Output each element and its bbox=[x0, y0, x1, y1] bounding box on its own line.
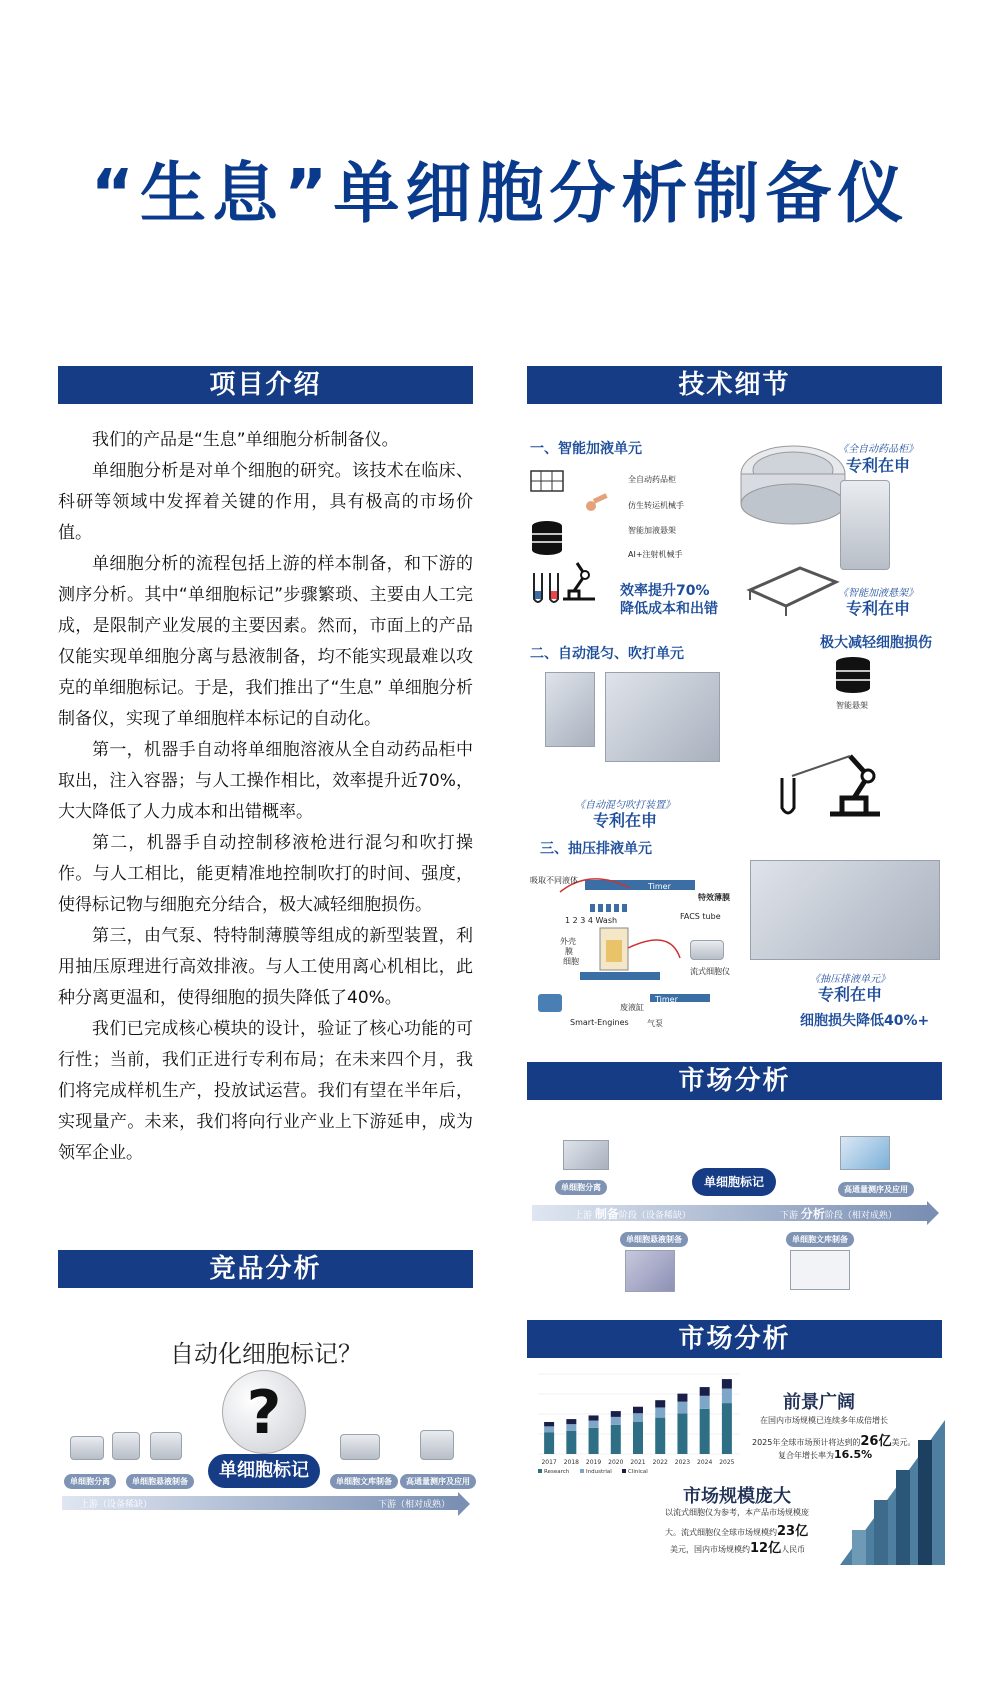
intro-paragraph: 第二，机器手自动控制移液枪进行混匀和吹打操作。与人工相比，能更精准地控制吹打的时间、强度，使得标记物与细胞充分结合，极大减轻细胞损伤。 bbox=[58, 833, 473, 915]
market2-text-line: 2025年全球市场预计将达到的26亿美元。 bbox=[752, 1434, 916, 1449]
bar-industrial-2024 bbox=[700, 1396, 710, 1409]
legend-swatch bbox=[538, 1469, 542, 1473]
patent2-label: 专利在申 bbox=[592, 811, 657, 830]
unit1-label: 全自动药品柜 bbox=[628, 475, 676, 484]
device-image bbox=[112, 1432, 140, 1460]
microscopy-image bbox=[625, 1250, 675, 1292]
bar-research-2017 bbox=[544, 1432, 554, 1454]
unit3-label: FACS tube bbox=[680, 912, 721, 921]
intro-paragraph: 我们已完成核心模块的设计，验证了核心功能的可行性；当前，我们正进行专利布局；在未来四个月，我们将完成样机生产，投放试运营。我们有望在半年后，实现量产。未来，我们将向行业产业上下游延申，成为领军企业。 bbox=[58, 1019, 473, 1163]
bar-industrial-2017 bbox=[544, 1426, 554, 1432]
bar-industrial-2020 bbox=[611, 1417, 621, 1425]
unit1-label: 仿生转运机械手 bbox=[628, 501, 684, 510]
bar-industrial-2018 bbox=[566, 1424, 576, 1431]
bar-research-2023 bbox=[677, 1413, 687, 1454]
unit2-label: 智能悬架 bbox=[836, 701, 868, 710]
patent1-subtitle: 《全自动药品柜》 bbox=[838, 444, 918, 455]
section-intro-header: 项目介绍 bbox=[58, 366, 473, 404]
patent1b-subtitle: 《智能加液悬架》 bbox=[838, 588, 918, 599]
unit3-label: 吸取不同液体 bbox=[530, 876, 578, 885]
device-image bbox=[70, 1436, 104, 1460]
bar-research-2019 bbox=[589, 1428, 599, 1454]
legend-label: Industrial bbox=[586, 1469, 612, 1475]
bar-industrial-2022 bbox=[655, 1407, 665, 1417]
x-tick-label: 2025 bbox=[719, 1459, 735, 1466]
patent3-label: 专利在申 bbox=[817, 985, 882, 1004]
bar-industrial-2021 bbox=[633, 1413, 643, 1422]
legend-label: Clinical bbox=[628, 1469, 648, 1475]
unit2-heading: 二、自动混匀、吹打单元 bbox=[530, 646, 684, 662]
x-tick-label: 2017 bbox=[541, 1459, 557, 1466]
x-tick-label: 2020 bbox=[608, 1459, 624, 1466]
bar-clinical-2019 bbox=[589, 1415, 599, 1420]
competitor-arrow-left: 上游（设备稀缺） bbox=[80, 1500, 153, 1510]
section-tech-header: 技术细节 bbox=[527, 366, 942, 404]
legend-swatch bbox=[622, 1469, 626, 1473]
competitor-pill: 单细胞分离 bbox=[64, 1474, 116, 1489]
bar-industrial-2023 bbox=[677, 1402, 687, 1414]
bar-clinical-2025 bbox=[722, 1379, 732, 1388]
device-image bbox=[420, 1430, 454, 1460]
bar-industrial-2025 bbox=[722, 1389, 732, 1404]
bar-clinical-2023 bbox=[677, 1394, 687, 1402]
market2-text: 在国内市场规模已连续多年成倍增长 bbox=[760, 1416, 888, 1425]
unit3-result: 细胞损失降低40%+ bbox=[800, 1013, 930, 1029]
market1-pill: 高通量测序及应用 bbox=[838, 1182, 914, 1197]
x-tick-label: 2021 bbox=[630, 1459, 646, 1466]
unit2-result: 极大减轻细胞损伤 bbox=[820, 635, 932, 651]
market1-arrow-right: 下游 分析阶段（相对成熟） bbox=[780, 1207, 897, 1221]
database-icon bbox=[530, 520, 564, 556]
pipette-device-image bbox=[545, 672, 595, 747]
bar-clinical-2021 bbox=[633, 1407, 643, 1414]
bar-clinical-2024 bbox=[700, 1387, 710, 1396]
unit1-result-2: 降低成本和出错 bbox=[620, 601, 718, 617]
suspension-frame-image bbox=[740, 560, 840, 620]
mixing-rig-image bbox=[605, 672, 720, 762]
market1-pill: 单细胞文库制备 bbox=[786, 1232, 854, 1247]
robot-arm-outline-icon bbox=[555, 555, 599, 603]
unit3-label: 膜 bbox=[565, 947, 573, 956]
competitor-pill: 高通量测序及应用 bbox=[400, 1474, 476, 1489]
library-image bbox=[790, 1250, 850, 1290]
bar-industrial-2019 bbox=[589, 1421, 599, 1428]
unit3-label: 气泵 bbox=[647, 1019, 663, 1028]
unit1-heading: 一、智能加液单元 bbox=[530, 441, 642, 457]
drainage-machine-image bbox=[750, 860, 940, 960]
unit3-heading: 三、抽压排液单元 bbox=[540, 841, 652, 857]
x-tick-label: 2022 bbox=[652, 1459, 668, 1466]
x-tick-label: 2024 bbox=[697, 1459, 713, 1466]
unit3-label: 特效薄膜 bbox=[698, 893, 730, 902]
market2-text-line: 大。流式细胞仪全球市场规模约23亿 bbox=[665, 1524, 809, 1539]
bar-research-2021 bbox=[633, 1422, 643, 1454]
unit3-label: Timer bbox=[648, 882, 671, 891]
competitor-pill: 单细胞文库制备 bbox=[330, 1474, 398, 1489]
x-tick-label: 2019 bbox=[585, 1459, 602, 1466]
intro-text bbox=[58, 425, 473, 1169]
unit3-label: 细胞 bbox=[563, 957, 579, 966]
unit3-label: Timer bbox=[655, 995, 678, 1004]
smart-rack-icon bbox=[834, 656, 872, 696]
market1-pill: 单细胞分离 bbox=[555, 1180, 607, 1195]
liquid-dispenser-image bbox=[840, 480, 890, 570]
intro-paragraph: 我们的产品是“生息”单细胞分析制备仪。 bbox=[92, 430, 399, 450]
market1-arrow-left: 上游 制备阶段（设备稀缺） bbox=[574, 1207, 691, 1221]
unit1-label: 智能加液悬架 bbox=[628, 526, 676, 535]
cabinet-grid-icon bbox=[530, 470, 564, 492]
market1-center-pill: 单细胞标记 bbox=[692, 1168, 776, 1196]
section-market2-header: 市场分析 bbox=[527, 1320, 942, 1358]
bar-clinical-2018 bbox=[566, 1419, 576, 1424]
section-competitor-header: 竞品分析 bbox=[58, 1250, 473, 1288]
bar-clinical-2022 bbox=[655, 1400, 665, 1407]
intro-paragraph: 第一，机器手自动将单细胞溶液从全自动药品柜中取出，注入容器；与人工操作相比，效率提升近70%，大大降低了人力成本和出错概率。 bbox=[58, 740, 473, 822]
market2-text: 以流式细胞仪为参考，本产品市场规模庞 bbox=[665, 1508, 809, 1517]
market2-text-line: 美元，国内市场规模约12亿人民币 bbox=[670, 1541, 806, 1556]
market1-pill: 单细胞悬液制备 bbox=[620, 1232, 688, 1247]
x-tick-label: 2023 bbox=[674, 1459, 691, 1466]
bar-research-2020 bbox=[611, 1425, 621, 1454]
patent2-subtitle: 《自动混匀吹打装置》 bbox=[575, 800, 675, 811]
patent3-subtitle: 《抽压排液单元》 bbox=[810, 974, 890, 985]
x-tick-label: 2018 bbox=[563, 1459, 579, 1466]
robot-pipette-icon bbox=[770, 718, 890, 818]
market2-text-line: 复合年增长率为16.5% bbox=[778, 1448, 873, 1461]
sample-plate-image bbox=[563, 1140, 609, 1170]
market2-heading2: 市场规模庞大 bbox=[683, 1486, 791, 1507]
competitor-arrow-right: 下游（相对成熟） bbox=[378, 1500, 451, 1510]
device-image bbox=[150, 1432, 182, 1460]
section-market1-header: 市场分析 bbox=[527, 1062, 942, 1100]
bar-research-2024 bbox=[700, 1409, 710, 1454]
unit3-label: 1 2 3 4 Wash bbox=[565, 916, 618, 925]
bar-clinical-2017 bbox=[544, 1422, 554, 1426]
patent1b-label: 专利在申 bbox=[845, 599, 910, 618]
competitor-pill: 单细胞悬液制备 bbox=[126, 1474, 194, 1489]
bar-research-2022 bbox=[655, 1418, 665, 1454]
legend-label: Research bbox=[544, 1469, 570, 1475]
legend-swatch bbox=[580, 1469, 584, 1473]
bar-research-2018 bbox=[566, 1431, 576, 1454]
unit1-result-1: 效率提升70% bbox=[620, 583, 710, 599]
bar-clinical-2020 bbox=[611, 1411, 621, 1417]
market2-heading1: 前景广阔 bbox=[783, 1392, 855, 1413]
question-circle: ? bbox=[222, 1370, 306, 1454]
bar-research-2025 bbox=[722, 1403, 732, 1454]
drug-cabinet-image bbox=[738, 440, 848, 530]
robot-arm-icon bbox=[585, 490, 611, 512]
competitor-question: 自动化细胞标记？ bbox=[170, 1340, 362, 1368]
patent1-label: 专利在申 bbox=[845, 456, 910, 475]
unit3-label: 废液缸 bbox=[620, 1003, 644, 1012]
intro-paragraph: 单细胞分析是对单个细胞的研究。该技术在临床、科研等领域中发挥着关键的作用，具有极高的市场价值。 bbox=[58, 461, 473, 543]
unit3-label: Smart-Engines bbox=[570, 1018, 629, 1027]
flow-cytometer-image bbox=[690, 940, 724, 960]
intro-paragraph: 第三，由气泵、特特制薄膜等组成的新型装置，利用抽压原理进行高效排液。与人工使用离心机相比，此种分离更温和，使得细胞的损失降低了40%。 bbox=[58, 926, 473, 1008]
unit3-label: 流式细胞仪 bbox=[690, 967, 730, 976]
device-image bbox=[340, 1434, 380, 1460]
unit3-label: 外壳 bbox=[560, 937, 576, 946]
page-title: “生息”单细胞分析制备仪 bbox=[90, 155, 910, 232]
market-bar-chart bbox=[532, 1370, 742, 1480]
competitor-center-pill: 单细胞标记 bbox=[208, 1454, 320, 1488]
sequencing-image bbox=[840, 1136, 890, 1170]
intro-paragraph: 单细胞分析的流程包括上游的样本制备，和下游的测序分析。其中“单细胞标记”步骤繁琐、主要由人工完成，是限制产业发展的主要因素。然而，市面上的产品仅能实现单细胞分离与悬液制备，均不能实现最难以攻克的单细胞标记。于是，我们推出了“生息” 单细胞分析制备仪，实现了单细胞样本标记的自动化。 bbox=[58, 554, 473, 729]
unit1-label: AI+注射机械手 bbox=[628, 550, 683, 559]
